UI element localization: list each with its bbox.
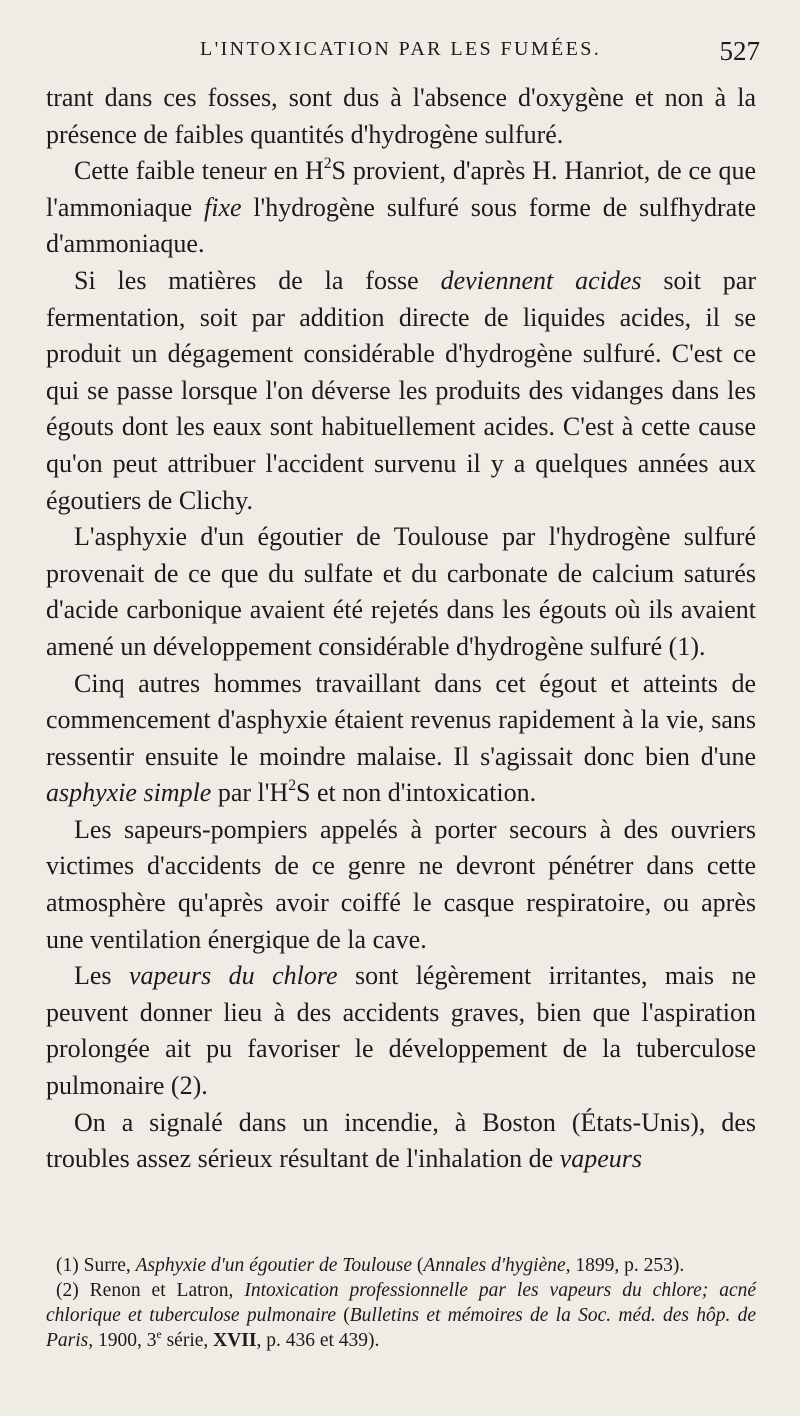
italic-text: fixe — [204, 192, 242, 222]
text-run: S et non d'intoxication. — [296, 778, 537, 808]
superscript: 2 — [288, 777, 297, 795]
italic-text: Annales d'hygiène — [423, 1255, 566, 1276]
paragraph — [46, 80, 756, 153]
text-run: L'asphyxie d'un égoutier de Toulouse par l'hydrogène sulfuré provenait de ce que du sulfate et du carbonate de calcium saturés d'acide carbonique avaient été rejetés dans les égouts où ils avaient amené un développement considérable d'hydrogène sulfuré (1). — [46, 522, 756, 661]
text-run: Les sapeurs-pompiers appelés à porter secours à des ouvriers victimes d'accidents de ce genre ne devront pénétrer dans cette atmosphère qu'après avoir coiffé le casque respiratoire, ou après une ventilation énergique de la cave. — [46, 814, 756, 954]
footnotes — [46, 1253, 756, 1353]
italic-text: Bulletins et mémoires de la Soc. méd. des hôp. de Paris — [46, 1305, 757, 1351]
superscript: e — [156, 1327, 162, 1341]
superscript: 2 — [323, 155, 332, 173]
text-run: Cinq autres hommes travaillant dans cet égout et atteints de commencement d'asphyxie étaient revenus rapidement à la vie, sans ressentir ensuite le moindre malaise. Il s'agissait donc bien d'une — [46, 668, 756, 771]
text-run: série, — [161, 1330, 214, 1351]
page-header — [50, 38, 760, 74]
footnote — [46, 1278, 756, 1353]
text-run: sont légèrement irritantes, mais ne peuvent donner lieu à des accidents graves, bien que l'aspiration prolongée ait pu favoriser le développement de la tuberculose pulmonaire (2). — [46, 961, 756, 1101]
paragraph — [46, 1105, 756, 1178]
paragraph — [46, 666, 756, 812]
text-run: (2) Renon et Latron, — [56, 1280, 245, 1301]
bold-text: XVII — [213, 1330, 257, 1351]
text-run: , p. 436 et 439). — [256, 1330, 380, 1351]
running-title: L'INTOXICATION PAR LES FUMÉES. — [200, 38, 602, 60]
footnote — [46, 1253, 756, 1278]
text-run: Si les matières de la fosse — [74, 265, 441, 295]
italic-text: deviennent acides — [440, 265, 642, 295]
text-run: ( — [336, 1305, 350, 1326]
italic-text: vapeurs du chlore — [128, 961, 338, 991]
text-run: On a signalé dans un incendie, à Boston (États-Unis), des troubles assez sérieux résultant de l'inhalation de — [46, 1107, 756, 1174]
text-run: S provient, d'après H. Hanriot, de ce que l'ammoniaque — [46, 156, 756, 222]
text-run: trant dans ces fosses, sont dus à l'absence d'oxygène et non à la présence de faibles quantités d'hydrogène sulfuré. — [46, 83, 756, 149]
text-run: ( — [412, 1255, 424, 1276]
text-run: (1) Surre, — [56, 1255, 136, 1276]
paragraph — [46, 153, 756, 263]
text-run: l'hydrogène sulfuré sous forme de sulfhydrate d'ammoniaque. — [46, 192, 756, 259]
page-number: 527 — [719, 36, 760, 66]
text-run: par l'H — [211, 778, 289, 808]
body-text — [46, 80, 756, 1178]
paragraph — [46, 812, 756, 958]
text-run: , 1899, p. 253). — [565, 1255, 685, 1276]
paragraph — [46, 263, 756, 519]
italic-text: Asphyxie d'un égoutier de Toulouse — [135, 1255, 413, 1276]
text-run: Les — [74, 961, 129, 991]
text-run: Cette faible teneur en H — [74, 156, 324, 186]
italic-text: Intoxication professionnelle par les vapeurs du chlore; acné chlorique et tuberculose pulmonaire — [46, 1280, 756, 1326]
italic-text: vapeurs — [559, 1144, 643, 1174]
text-run: , 1900, 3 — [88, 1330, 157, 1351]
paragraph — [46, 519, 756, 665]
italic-text: asphyxie simple — [46, 778, 212, 808]
paragraph — [46, 958, 756, 1104]
text-run: soit par fermentation, soit par addition directe de liquides acides, il se produit un dégagement considérable d'hydrogène sulfuré. C'est ce qui se passe lorsque l'on déverse les produits des vidanges dans les égouts dont les eaux sont habituellement acides. C'est à cette cause qu'on peut attribuer l'accident survenu il y a quelques années aux égoutiers de Clichy. — [46, 265, 757, 515]
